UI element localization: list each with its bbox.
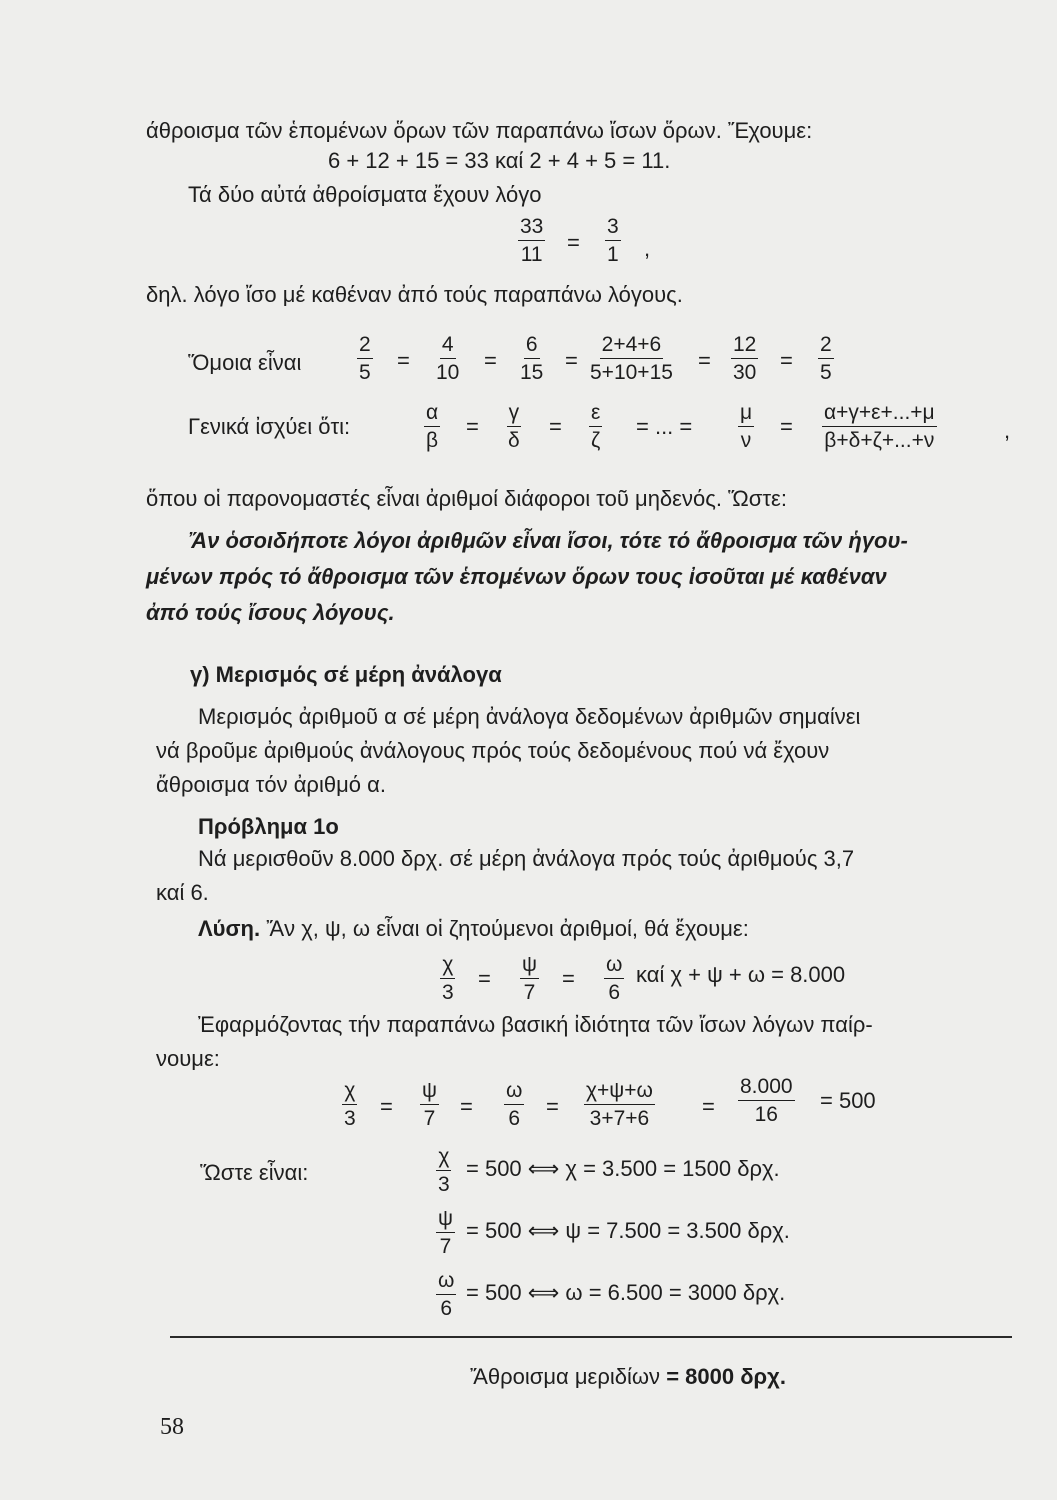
apply-line-1: Ἐφαρμόζοντας τήν παραπάνω βασική ἰδιότητα τῶν ἴσων λόγων παίρ- [198, 1012, 873, 1037]
result-fraction-omega [436, 1270, 456, 1319]
equals-sign: = [702, 1094, 715, 1119]
problem-text-2: καί 6. [156, 880, 209, 905]
ratio-fraction-3-1 [605, 216, 621, 265]
numerator: 33 [518, 216, 545, 241]
so-label: Ὥστε εἶναι: [200, 1160, 309, 1185]
numerator: ψ [436, 1208, 455, 1233]
numerator: 2+4+6 [600, 334, 664, 359]
denominator: δ [508, 429, 520, 452]
similar-fraction [357, 334, 373, 383]
equals-sign: = [478, 966, 491, 991]
eq1-tail: καί χ + ψ + ω = 8.000 [636, 962, 846, 987]
denominator: 6 [608, 981, 621, 1004]
general-fraction [738, 402, 754, 451]
intro-line-3: Τά δύο αὐτά ἀθροίσματα ἔχουν λόγο [188, 182, 542, 207]
eq2-fraction [738, 1076, 795, 1125]
numerator: μ [738, 402, 754, 427]
sum-rule [170, 1336, 1012, 1338]
definition-line-1: Μερισμός ἀριθμοῦ α σέ μέρη ἀνάλογα δεδομένων ἀριθμῶν σημαίνει [198, 704, 861, 729]
equals-sign: = [565, 348, 578, 373]
equals-sign: = [397, 348, 410, 373]
similar-fraction [434, 334, 461, 383]
general-label: Γενικά ἰσχύει ὅτι: [188, 414, 351, 439]
numerator: 12 [731, 334, 758, 359]
numerator: χ [436, 1146, 451, 1171]
equals-sign: = [549, 414, 562, 439]
denominator: 15 [520, 361, 544, 384]
numerator: χ [342, 1080, 357, 1105]
denominator: 7 [523, 981, 536, 1004]
denominator: 3 [344, 1107, 356, 1130]
comma: , [1004, 418, 1011, 443]
denominator: 16 [754, 1103, 778, 1126]
numerator: γ [507, 402, 522, 427]
eq2-fraction [342, 1080, 358, 1129]
numerator: ψ [520, 954, 539, 979]
result-fraction-psi [436, 1208, 455, 1257]
numerator: ε [589, 402, 602, 427]
numerator: α+γ+ε+...+μ [822, 402, 937, 427]
where-line: ὅπου οἱ παρονομαστές εἶναι ἀριθμοί διάφοροι τοῦ μηδενός. Ὥστε: [146, 486, 787, 511]
total-line [470, 1364, 786, 1390]
numerator: α [424, 402, 440, 427]
equals-sign: = [484, 348, 497, 373]
denominator: 30 [733, 361, 757, 384]
theorem-line-3: ἀπό τούς ἴσους λόγους. [146, 600, 395, 625]
solution-label: Λύση. [198, 916, 261, 941]
solution-line [198, 916, 749, 942]
denominator: ζ [591, 429, 601, 452]
denominator: 6 [440, 1297, 453, 1320]
theorem-line-1: Ἄν ὁσοιδήποτε λόγοι ἀριθμῶν εἶναι ἴσοι, τότε τό ἄθροισμα τῶν ἡγου- [188, 528, 908, 553]
intro-line-2: 6 + 12 + 15 = 33 καί 2 + 4 + 5 = 11. [328, 148, 671, 173]
denominator: 1 [607, 243, 619, 266]
result-line-psi: = 500 ⟺ ψ = 7.500 = 3.500 δρχ. [466, 1218, 790, 1243]
eq2-fraction-sum [584, 1080, 655, 1129]
denominator: 5+10+15 [590, 361, 673, 384]
similar-fraction [518, 334, 545, 383]
general-fraction [424, 402, 440, 451]
definition-line-2: νά βροῦμε ἀριθμούς ἀνάλογους πρός τούς δεδομένους πού νά ἔχουν [156, 738, 830, 763]
denominator: 5 [359, 361, 371, 384]
denominator: 7 [439, 1235, 452, 1258]
definition-line-3: ἄθροισμα τόν ἀριθμό α. [156, 772, 386, 797]
denominator: ν [740, 429, 752, 452]
denominator: β+δ+ζ+...+ν [824, 429, 935, 452]
ellipsis-equals: = ... = [636, 414, 693, 439]
general-fraction [506, 402, 522, 451]
eq1-fraction [520, 954, 539, 1003]
numerator: 8.000 [738, 1076, 795, 1101]
total-value: = 8000 δρχ. [666, 1364, 786, 1389]
similar-fraction [731, 334, 758, 383]
result-line-x: = 500 ⟺ χ = 3.500 = 1500 δρχ. [466, 1156, 780, 1181]
equals-sign: = [466, 414, 479, 439]
problem-title: Πρόβλημα 1ο [198, 814, 339, 839]
denominator: 3+7+6 [589, 1107, 650, 1130]
numerator: χ+ψ+ω [584, 1080, 655, 1105]
eq1-fraction [440, 954, 456, 1003]
general-fraction [589, 402, 602, 451]
comma: , [644, 236, 651, 261]
result-fraction-x [436, 1146, 452, 1195]
numerator: ω [436, 1270, 456, 1295]
eq1-fraction [604, 954, 624, 1003]
eq2-fraction [504, 1080, 524, 1129]
section-title: γ) Μερισμός σέ μέρη ἀνάλογα [190, 662, 502, 687]
eq2-result: = 500 [820, 1088, 876, 1113]
denominator: 10 [436, 361, 460, 384]
denominator: 6 [508, 1107, 521, 1130]
page-number: 58 [160, 1414, 184, 1440]
numerator: χ [440, 954, 455, 979]
eq2-fraction [420, 1080, 439, 1129]
numerator: 4 [440, 334, 456, 359]
denominator: 3 [442, 981, 454, 1004]
intro-line-4: δηλ. λόγο ἴσο μέ καθέναν ἀπό τούς παραπάνω λόγους. [146, 282, 683, 307]
ratio-fraction-33-11 [518, 216, 545, 265]
equals-sign: = [698, 348, 711, 373]
total-label: Ἄθροισμα μεριδίων [470, 1364, 661, 1389]
denominator: 11 [520, 243, 543, 266]
equals-sign: = [562, 966, 575, 991]
equals-sign: = [780, 414, 793, 439]
numerator: 6 [524, 334, 540, 359]
numerator: 2 [818, 334, 834, 359]
equals-sign: = [460, 1094, 473, 1119]
numerator: 2 [357, 334, 373, 359]
problem-text-1: Νά μερισθοῦν 8.000 δρχ. σέ μέρη ἀνάλογα πρός τούς ἀριθμούς 3,7 [198, 846, 855, 871]
denominator: 7 [423, 1107, 436, 1130]
denominator: β [426, 429, 439, 452]
numerator: ω [504, 1080, 524, 1105]
equals-sign: = [567, 230, 580, 255]
similar-label: Ὅμοια εἶναι [188, 350, 302, 375]
denominator: 5 [820, 361, 832, 384]
intro-line-1: άθροισμα τῶν ἑπομένων ὅρων τῶν παραπάνω ἴσων ὅρων. Ἔχουμε: [146, 118, 813, 143]
solution-text: Ἄν χ, ψ, ω εἶναι οἱ ζητούμενοι ἀριθμοί, θά ἔχουμε: [266, 916, 749, 941]
numerator: ψ [420, 1080, 439, 1105]
similar-fraction-sum [588, 334, 675, 383]
theorem-line-2: μένων πρός τό ἄθροισμα τῶν ἑπομένων ὅρων τους ἰσοῦται μέ καθέναν [146, 564, 887, 589]
equals-sign: = [780, 348, 793, 373]
denominator: 3 [438, 1173, 450, 1196]
numerator: ω [604, 954, 624, 979]
equals-sign: = [546, 1094, 559, 1119]
result-line-omega: = 500 ⟺ ω = 6.500 = 3000 δρχ. [466, 1280, 786, 1305]
similar-fraction [818, 334, 834, 383]
equals-sign: = [380, 1094, 393, 1119]
numerator: 3 [605, 216, 621, 241]
apply-line-2: νουμε: [156, 1046, 220, 1071]
general-fraction-sum [822, 402, 937, 451]
